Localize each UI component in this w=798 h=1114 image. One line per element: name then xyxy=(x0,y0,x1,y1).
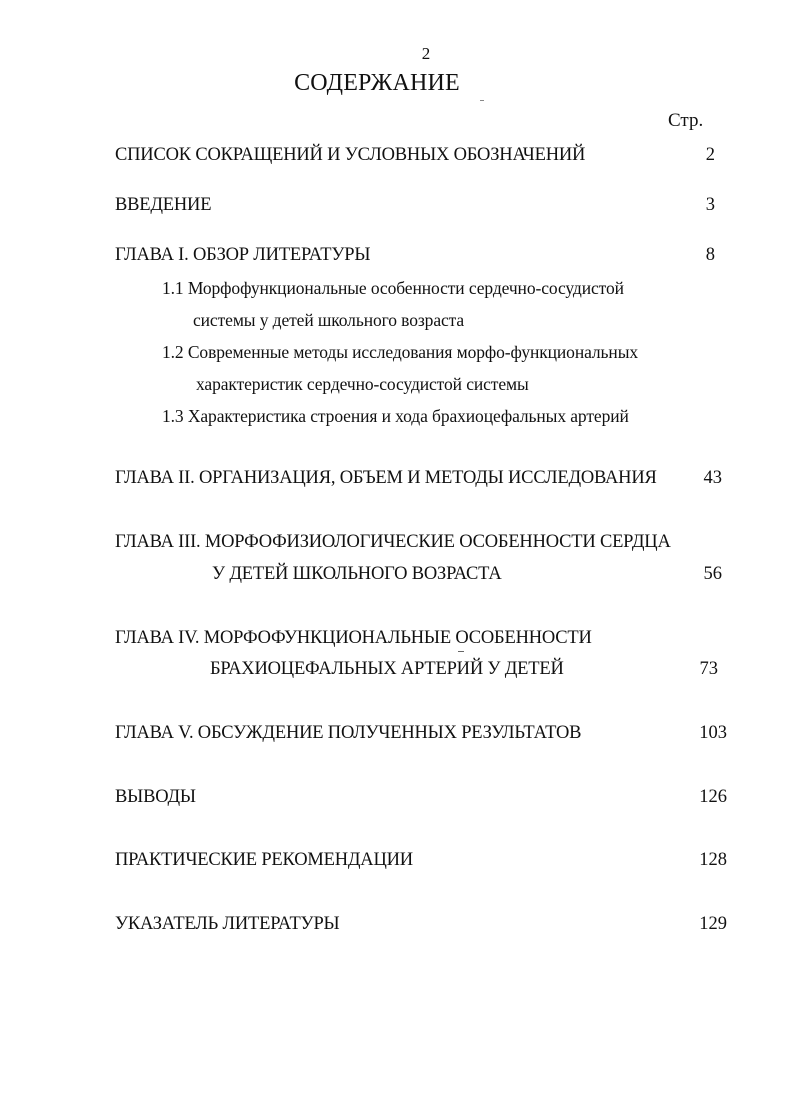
scan-speck xyxy=(458,651,464,652)
toc-page-chapter-5: 103 xyxy=(699,723,727,743)
toc-page-chapter-2: 43 xyxy=(703,468,722,488)
toc-page-chapter-1: 8 xyxy=(705,245,715,265)
toc-entry-chapter-4-line1: ГЛАВА IV. МОРФОФУНКЦИОНАЛЬНЫЕ ОСОБЕННОСТИ xyxy=(115,628,592,648)
toc-page-chapter-3: 56 xyxy=(703,564,722,584)
page-title: СОДЕРЖАНИЕ xyxy=(294,70,460,96)
toc-entry-references: УКАЗАТЕЛЬ ЛИТЕРАТУРЫ xyxy=(115,914,340,934)
toc-page-abbreviations: 2 xyxy=(705,145,715,165)
page-column-label: Стр. xyxy=(668,110,704,131)
toc-subentry-1-1-line1: 1.1 Морфофункциональные особенности сердечно-сосудистой xyxy=(162,278,624,298)
toc-subentry-1-2-line1: 1.2 Современные методы исследования морфо-функциональных xyxy=(162,342,639,362)
toc-subentry-1-3: 1.3 Характеристика строения и хода брахиоцефальных артерий xyxy=(162,406,629,426)
toc-entry-conclusions: ВЫВОДЫ xyxy=(115,787,196,807)
toc-entry-chapter-4-line2: БРАХИОЦЕФАЛЬНЫХ АРТЕРИЙ У ДЕТЕЙ xyxy=(210,659,564,679)
toc-entry-chapter-1: ГЛАВА I. ОБЗОР ЛИТЕРАТУРЫ xyxy=(115,245,371,265)
toc-page-chapter-4: 73 xyxy=(699,659,718,679)
toc-page-conclusions: 126 xyxy=(699,787,727,807)
toc-entry-recommendations: ПРАКТИЧЕСКИЕ РЕКОМЕНДАЦИИ xyxy=(115,850,413,870)
toc-entry-abbreviations: СПИСОК СОКРАЩЕНИЙ И УСЛОВНЫХ ОБОЗНАЧЕНИЙ xyxy=(115,145,586,165)
toc-page-introduction: 3 xyxy=(705,195,715,215)
toc-subentry-1-1-line2: системы у детей школьного возраста xyxy=(193,310,465,330)
toc-entry-introduction: ВВЕДЕНИЕ xyxy=(115,195,212,215)
toc-subentry-1-2-line2: характеристик сердечно-сосудистой системы xyxy=(196,374,529,394)
toc-page-references: 129 xyxy=(699,914,727,934)
toc-entry-chapter-3-line1: ГЛАВА III. МОРФОФИЗИОЛОГИЧЕСКИЕ ОСОБЕННОСТИ СЕРДЦА xyxy=(115,532,671,552)
toc-entry-chapter-2: ГЛАВА II. ОРГАНИЗАЦИЯ, ОБЪЕМ И МЕТОДЫ ИССЛЕДОВАНИЯ xyxy=(115,468,657,488)
toc-entry-chapter-3-line2: У ДЕТЕЙ ШКОЛЬНОГО ВОЗРАСТА xyxy=(212,564,502,584)
page-number: 2 xyxy=(421,44,431,63)
scan-speck xyxy=(480,100,484,101)
toc-page-recommendations: 128 xyxy=(699,850,727,870)
toc-entry-chapter-5: ГЛАВА V. ОБСУЖДЕНИЕ ПОЛУЧЕННЫХ РЕЗУЛЬТАТОВ xyxy=(115,723,582,743)
